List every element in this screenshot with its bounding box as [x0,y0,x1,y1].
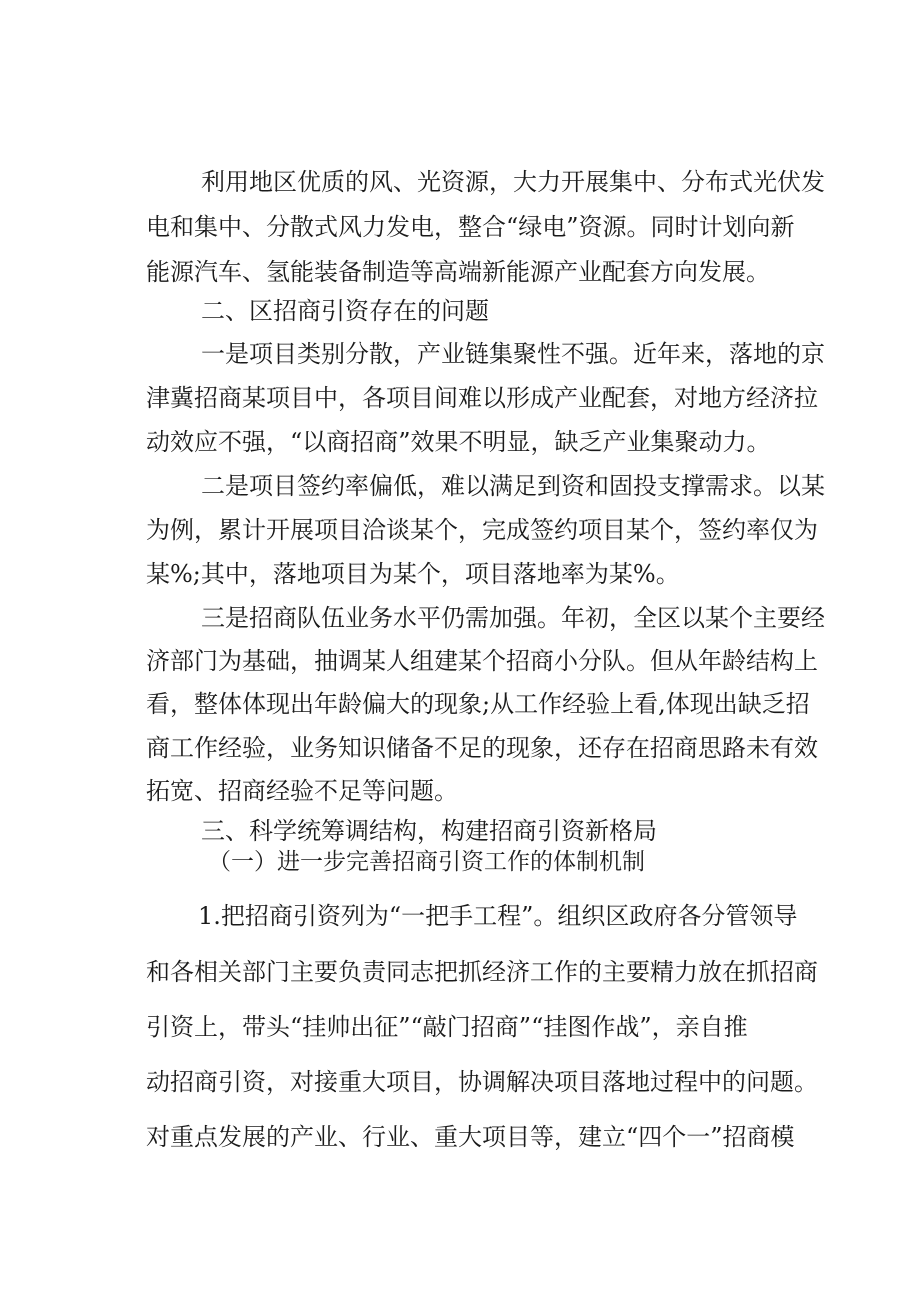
paragraph-line: 1.把招商引资列为“一把手工程”。组织区政府各分管领导 [198,902,798,930]
section-heading: 三、科学统筹调结构，构建招商引资新格局 [201,817,657,845]
paragraph-line: 商工作经验，业务知识储备不足的现象，还存在招商思路未有效 [146,734,818,762]
section-heading: 二、区招商引资存在的问题 [201,297,489,325]
subsection-heading: （一）进一步完善招商引资工作的体制机制 [208,849,645,875]
paragraph-line: 电和集中、分散式风力发电，整合“绿电”资源。同时计划向新 [146,213,795,241]
paragraph-line: 看，整体体现出年龄偏大的现象;从工作经验上看,体现出缺乏招 [146,690,810,718]
paragraph-line: 济部门为基础，抽调某人组建某个招商小分队。但从年龄结构上 [146,647,818,675]
paragraph-line: 能源汽车、氢能装备制造等高端新能源产业配套方向发展。 [146,258,770,286]
paragraph-line: 一是项目类别分散，产业链集聚性不强。近年来，落地的京 [201,340,825,368]
paragraph-line: 动招商引资，对接重大项目，协调解决项目落地过程中的问题。 [146,1068,818,1096]
paragraph-line: 动效应不强，“以商招商”效果不明显，缺乏产业集聚动力。 [146,428,771,456]
paragraph-line: 三是招商队伍业务水平仍需加强。年初，全区以某个主要经 [201,604,825,632]
paragraph-line: 和各相关部门主要负责同志把抓经济工作的主要精力放在抓招商 [146,958,818,986]
paragraph-line: 对重点发展的产业、行业、重大项目等，建立“四个一”招商模 [146,1123,795,1151]
paragraph-line: 利用地区优质的风、光资源，大力开展集中、分布式光伏发 [201,168,825,196]
paragraph-line: 某%;其中，落地项目为某个，项目落地率为某%。 [146,560,680,588]
paragraph-line: 津冀招商某项目中，各项目间难以形成产业配套，对地方经济拉 [146,384,818,412]
paragraph-line: 拓宽、招商经验不足等问题。 [146,777,458,805]
paragraph-line: 二是项目签约率偏低，难以满足到资和固投支撑需求。以某 [201,472,825,500]
paragraph-line: 为例，累计开展项目洽谈某个，完成签约项目某个，签约率仅为 [146,516,818,544]
paragraph-line: 引资上，带头“挂帅出征”“敲门招商”“挂图作战”，亲自推 [146,1013,748,1041]
